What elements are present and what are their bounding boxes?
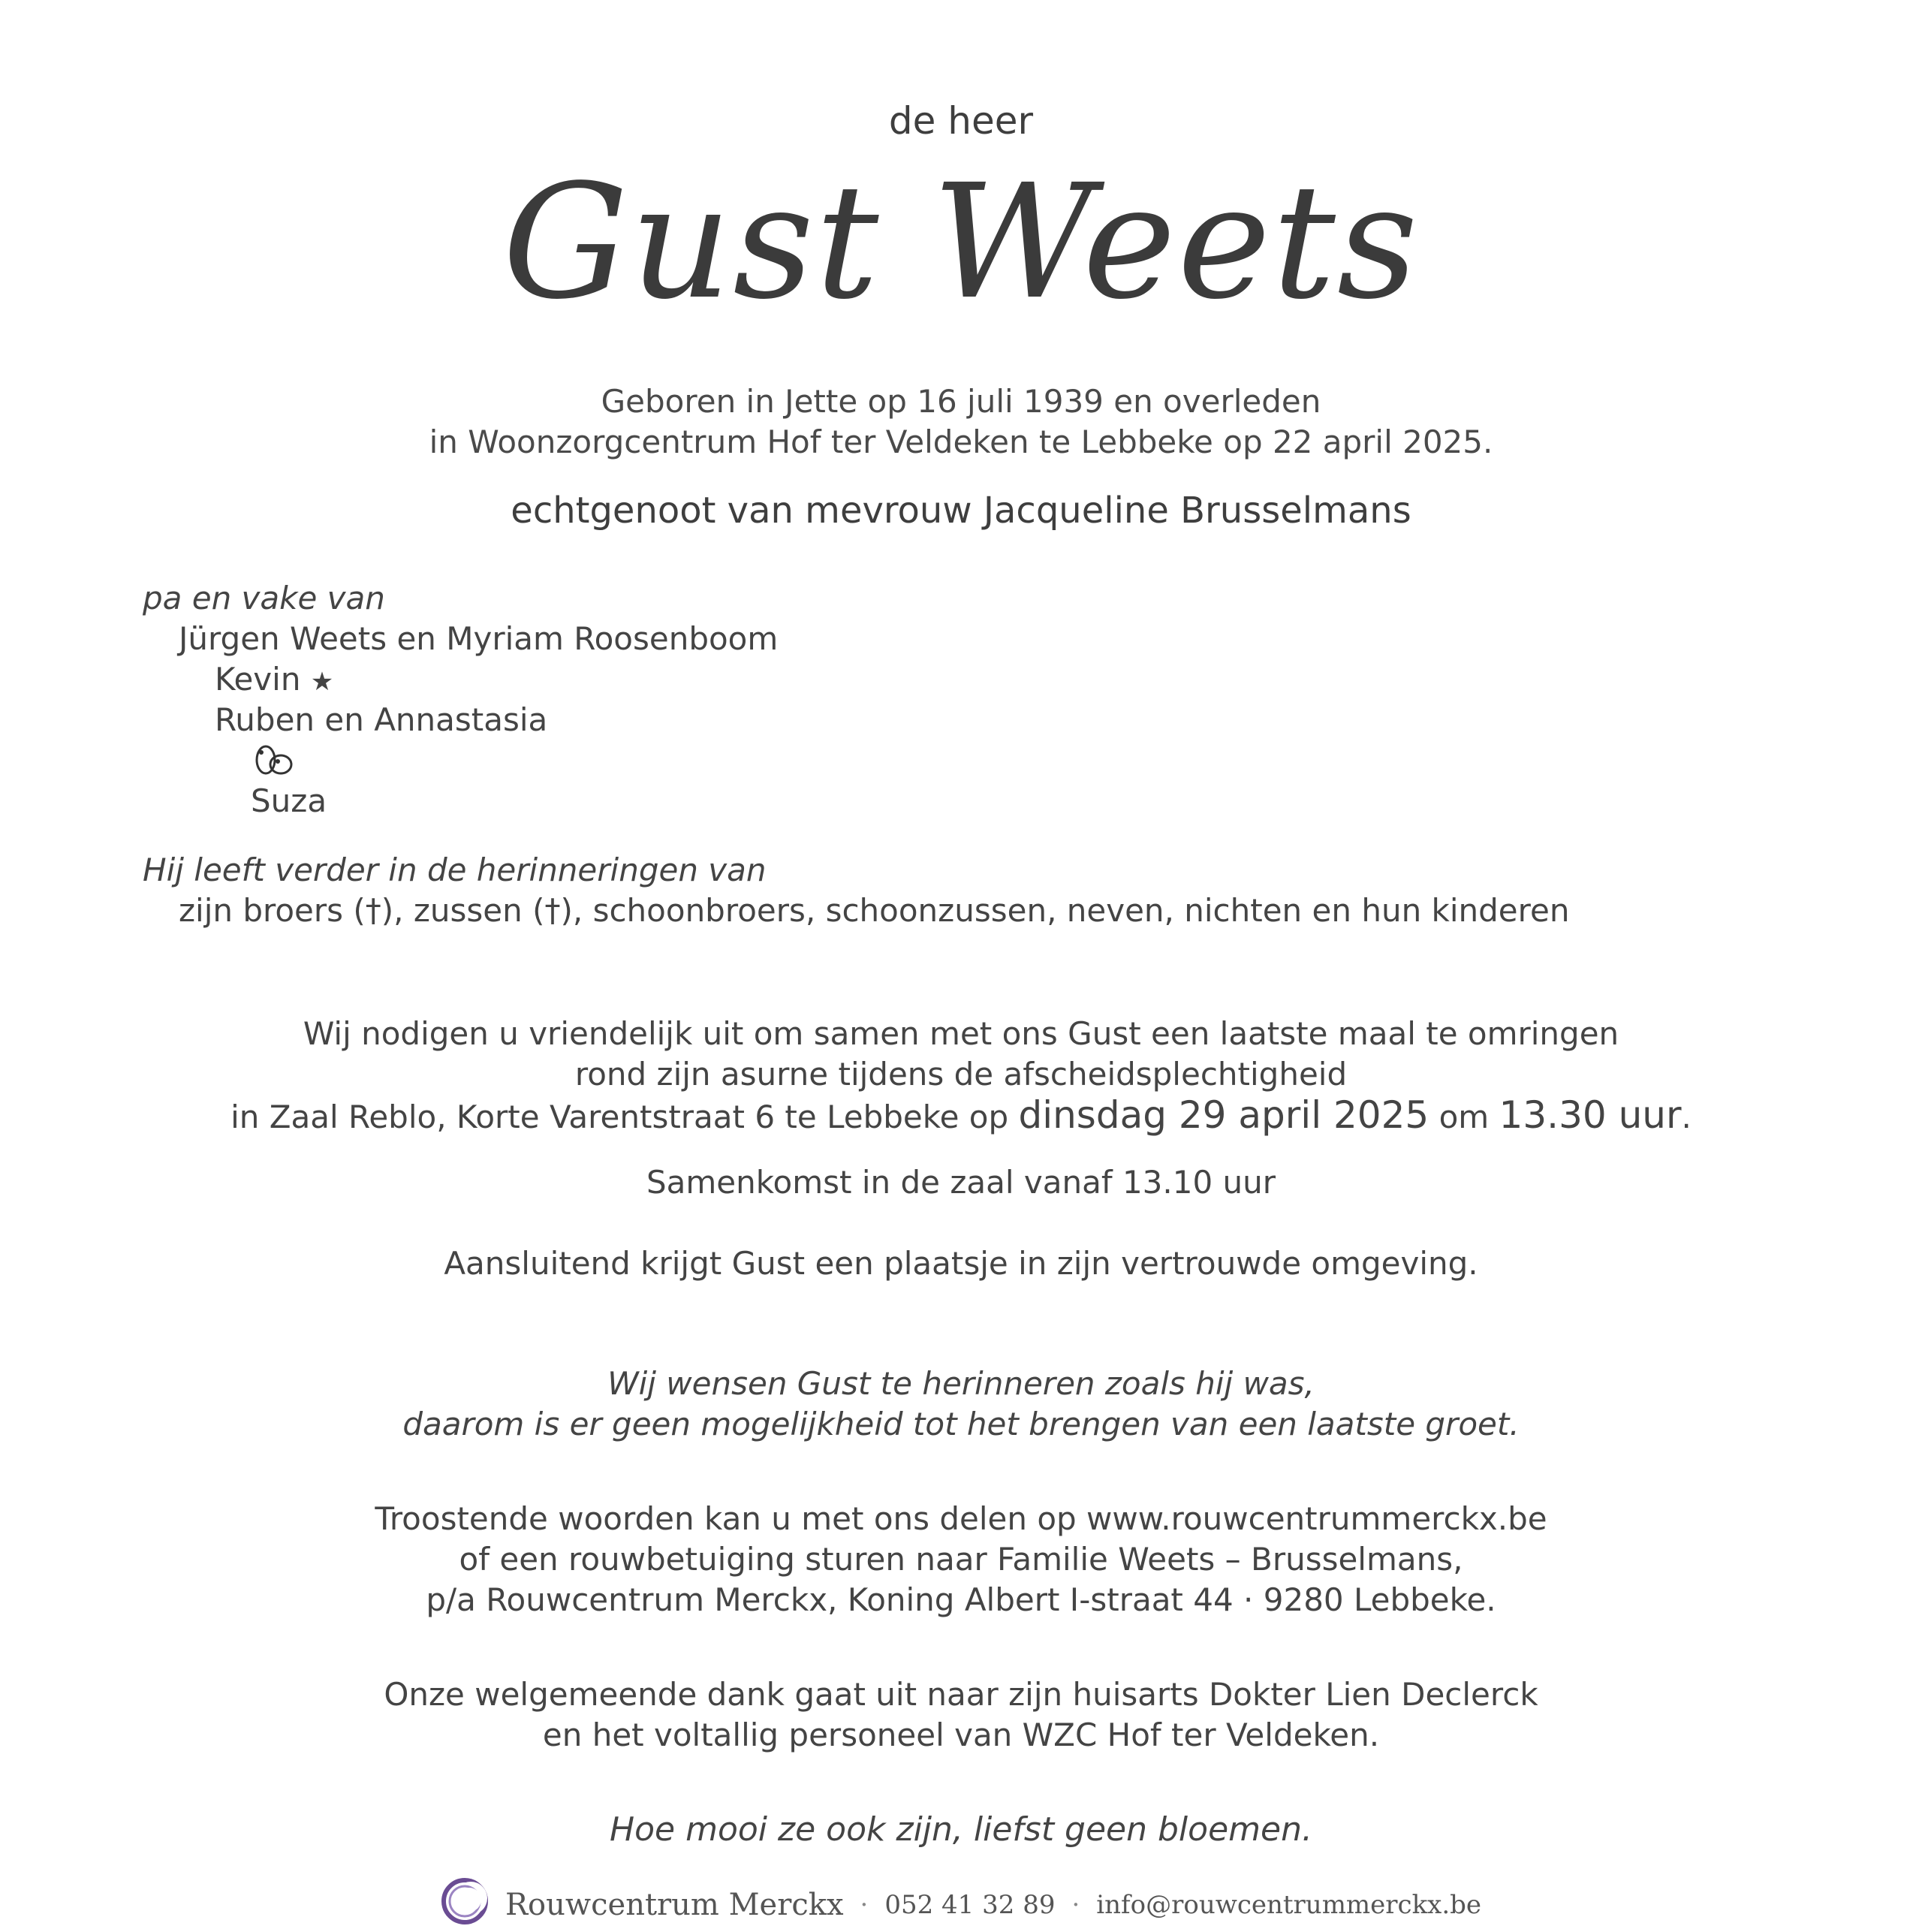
ceremony-date: dinsdag 29 april 2025: [1018, 1093, 1429, 1137]
ceremony-location: in Zaal Reblo, Korte Varentstraat 6 te Lebbeke op: [230, 1099, 1019, 1135]
crescent-logo-icon: [441, 1877, 489, 1932]
family-grandchild-1: [215, 661, 333, 698]
footer-brand: Rouwcentrum Merckx: [505, 1887, 844, 1922]
family-great-grandchild: Suza: [251, 782, 327, 819]
wish-line-2: daarom is er geen mogelijkheid tot het brengen van een laatste groet.: [402, 1406, 1520, 1442]
footer-separator: ·: [860, 1889, 869, 1920]
condolences-line-2: of een rouwbetuiging sturen naar Familie Weets – Brusselmans,: [459, 1541, 1463, 1578]
gathering-line: Samenkomst in de zaal vanaf 13.10 uur: [646, 1164, 1276, 1201]
grandchild-1-name: Kevin: [215, 661, 301, 698]
memories-heading: Hij leeft verder in de herinneringen van: [143, 851, 767, 888]
footer-phone: 052 41 32 89: [884, 1889, 1056, 1920]
star-icon: ★: [310, 667, 334, 697]
condolences-line-1: Troostende woorden kan u met ons delen op www.rouwcentrummerckx.be: [375, 1500, 1547, 1537]
thanks-line-2: en het voltallig personeel van WZC Hof ter Veldeken.: [542, 1716, 1380, 1753]
footer-separator: ·: [1071, 1889, 1080, 1920]
ceremony-period: .: [1681, 1099, 1692, 1135]
condolences-line-3: p/a Rouwcentrum Merckx, Koning Albert I-straat 44 · 9280 Lebbeke.: [426, 1581, 1496, 1618]
honorific: de heer: [888, 99, 1034, 143]
afterwards-line: Aansluitend krijgt Gust een plaatsje in zijn vertrouwde omgeving.: [444, 1245, 1478, 1282]
birth-line-1: Geboren in Jette op 16 juli 1939 en overleden: [601, 383, 1321, 420]
ceremony-line-3: [0, 1095, 1922, 1138]
memories-text: zijn broers (†), zussen (†), schoonbroers, schoonzussen, neven, nichten en hun kinderen: [179, 892, 1570, 929]
family-child: Jürgen Weets en Myriam Roosenboom: [179, 620, 779, 657]
ceremony-line-2: rond zijn asurne tijdens de afscheidsplechtigheid: [574, 1056, 1348, 1093]
ceremony-time: 13.30 uur: [1499, 1093, 1682, 1137]
deceased-name: Gust Weets: [502, 150, 1420, 334]
footer-email: info@rouwcentrummerckx.be: [1096, 1889, 1482, 1920]
ceremony-om: om: [1429, 1099, 1499, 1135]
ceremony-line-1: Wij nodigen u vriendelijk uit om samen met ons Gust een laatste maal te omringen: [303, 1015, 1619, 1052]
spouse-line: echtgenoot van mevrouw Jacqueline Brusselmans: [511, 490, 1411, 532]
baby-feet-icon: [251, 743, 299, 778]
wish-line-1: Wij wensen Gust te herinneren zoals hij was,: [607, 1365, 1315, 1402]
flowers-line: Hoe mooi ze ook zijn, liefst geen bloemen.: [610, 1810, 1312, 1849]
birth-line-2: in Woonzorgcentrum Hof ter Veldeken te Lebbeke op 22 april 2025.: [429, 423, 1493, 460]
thanks-line-1: Onze welgemeende dank gaat uit naar zijn huisarts Dokter Lien Declerck: [384, 1676, 1538, 1713]
footer: [0, 1877, 1922, 1932]
family-heading: pa en vake van: [143, 580, 385, 616]
family-grandchild-2: Ruben en Annastasia: [215, 701, 548, 738]
